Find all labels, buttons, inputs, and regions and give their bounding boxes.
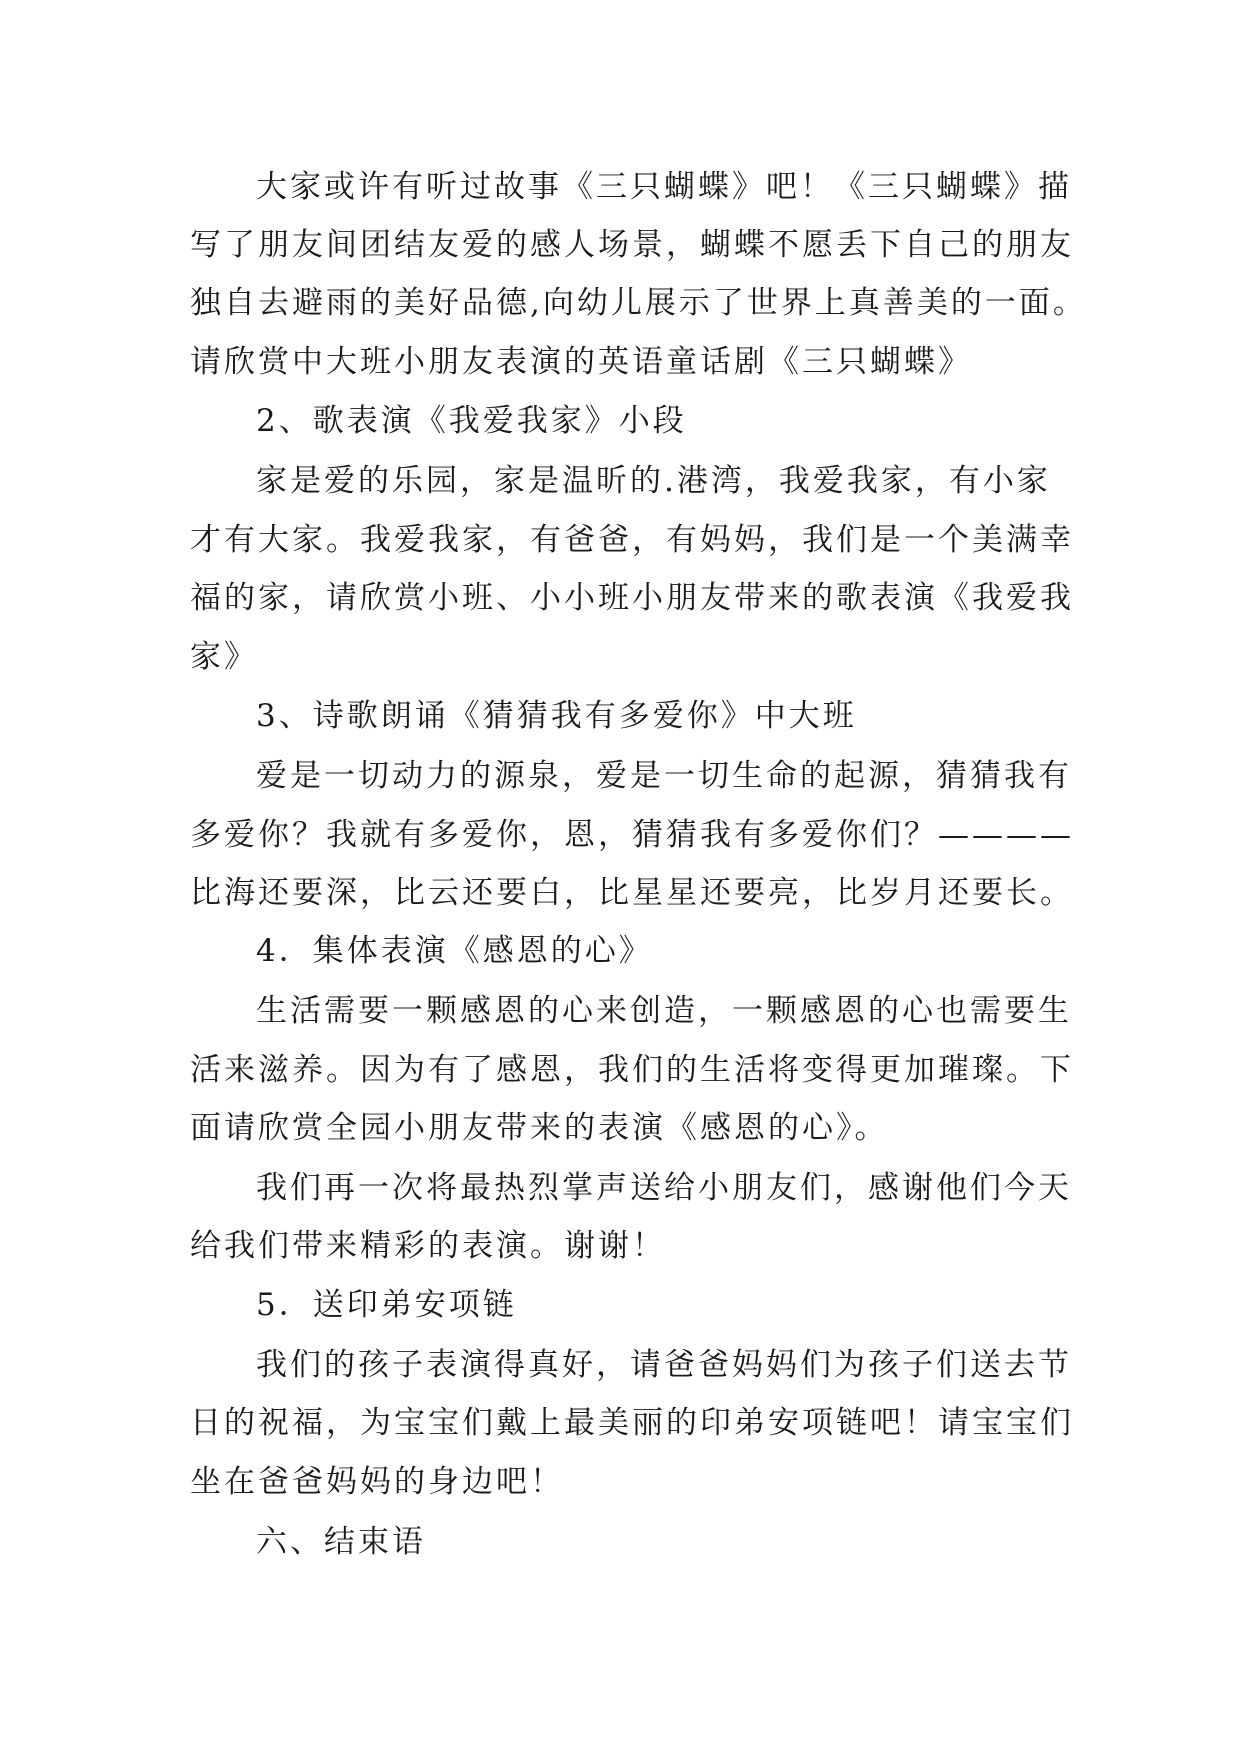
paragraph-line: 活来滋养。因为有了感恩，我们的生活将变得更加璀璨。下 xyxy=(190,1052,1074,1088)
paragraph-line: 才有大家。我爱我家，有爸爸，有妈妈，我们是一个美满幸 xyxy=(190,522,1074,558)
paragraph-line: 福的家，请欣赏小班、小小班小朋友带来的歌表演《我爱我 xyxy=(190,580,1074,616)
paragraph-line: 日的祝福，为宝宝们戴上最美丽的印弟安项链吧！请宝宝们 xyxy=(190,1405,1074,1441)
paragraph-line: 坐在爸爸妈妈的身边吧！ xyxy=(190,1464,564,1500)
paragraph-line: 面请欣赏全园小朋友带来的表演《感恩的心》。 xyxy=(190,1110,889,1146)
paragraph-line: 家是爱的乐园，家是温昕的.港湾，我爱我家，有小家 xyxy=(256,463,1051,499)
paragraph-line: 独自去避雨的美好品德,向幼儿展示了世界上真善美的一面。 xyxy=(190,285,1087,321)
paragraph-line: 家》 xyxy=(190,639,258,675)
section-heading: 2、歌表演《我爱我家》小段 xyxy=(256,403,687,439)
paragraph-line: 生活需要一颗感恩的心来创造，一颗感恩的心也需要生 xyxy=(256,993,1072,1029)
paragraph-line: 大家或许有听过故事《三只蝴蝶》吧！《三只蝴蝶》描 xyxy=(256,169,1072,205)
section-heading: 4．集体表演《感恩的心》 xyxy=(256,933,653,969)
section-heading: 3、诗歌朗诵《猜猜我有多爱你》中大班 xyxy=(256,698,857,734)
paragraph-line: 多爱你？我就有多爱你，恩，猜猜我有多爱你们？———— xyxy=(190,817,1074,853)
paragraph-line: 我们的孩子表演得真好，请爸爸妈妈们为孩子们送去节 xyxy=(256,1347,1072,1383)
paragraph-line: 比海还要深，比云还要白，比星星还要亮，比岁月还要长。 xyxy=(190,875,1074,911)
paragraph-line: 请欣赏中大班小朋友表演的英语童话剧《三只蝴蝶》 xyxy=(190,344,972,380)
paragraph-line: 写了朋友间团结友爱的感人场景，蝴蝶不愿丢下自己的朋友 xyxy=(190,227,1074,263)
section-heading: 六、结束语 xyxy=(256,1524,426,1560)
section-heading: 5．送印弟安项链 xyxy=(256,1287,517,1323)
paragraph-line: 爱是一切动力的源泉，爱是一切生命的起源，猜猜我有 xyxy=(256,758,1072,794)
paragraph-line: 给我们带来精彩的表演。谢谢！ xyxy=(190,1228,666,1264)
paragraph-line: 我们再一次将最热烈掌声送给小朋友们，感谢他们今天 xyxy=(256,1170,1072,1206)
